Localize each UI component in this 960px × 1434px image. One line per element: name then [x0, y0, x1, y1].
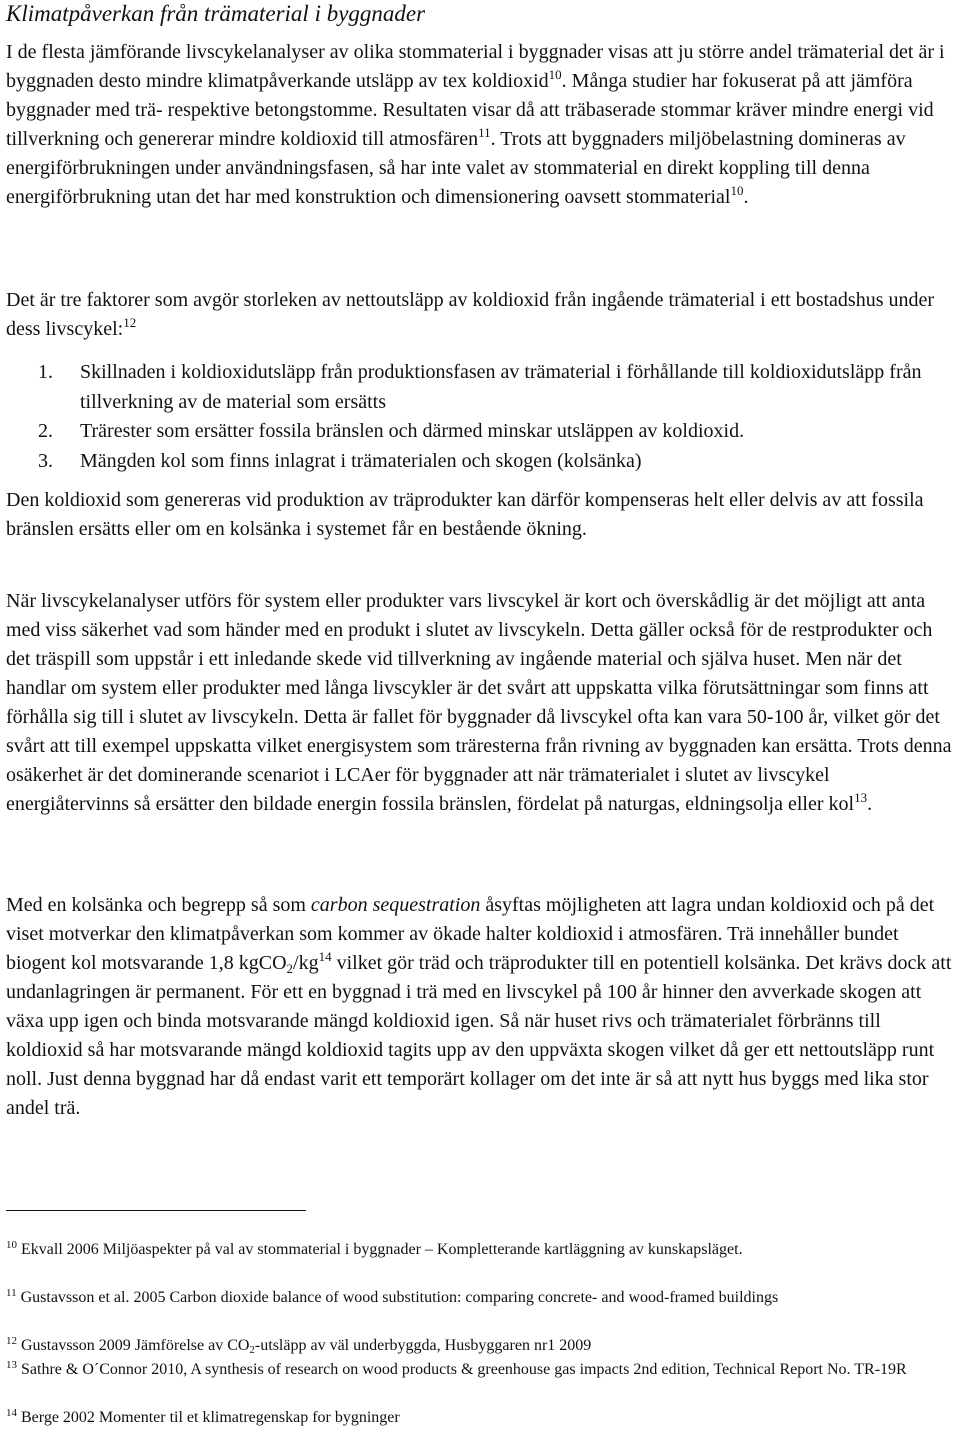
footnote-number: 14: [6, 1407, 17, 1419]
paragraph-carbon-sink: [6, 891, 956, 1123]
footnote-divider: [6, 1210, 306, 1211]
footnote-text: -utsläpp av väl underbyggda, Husbyggaren nr1 2009: [254, 1337, 592, 1354]
paragraph-text: .: [743, 186, 749, 208]
paragraph-factors: [6, 286, 956, 344]
factor-list: [6, 358, 956, 476]
list-item: [6, 417, 956, 447]
paragraph-intro: [6, 38, 956, 212]
footnote-ref[interactable]: 10: [548, 67, 562, 82]
footnote-ref[interactable]: 10: [730, 183, 744, 198]
footnote-text: Ekvall 2006 Miljöaspekter på val av stommaterial i byggnader – Kompletterande kartläggning av kunskapsläget.: [17, 1241, 743, 1258]
footnote-13: [6, 1358, 956, 1382]
paragraph-text: åsyftas möjligheten att lagra undan koldioxid och på det viset motverkar den klimatpåverkan som kommer av ökade halter koldioxid i atmosfären. Trä innehåller bundet biogent kol motsvarande 1,8 kgCO: [6, 894, 935, 974]
list-item: [6, 447, 956, 477]
list-number: 2.: [38, 420, 53, 442]
footnote-ref[interactable]: 14: [318, 949, 332, 964]
paragraph-compensation: Den koldioxid som genereras vid produktion av träprodukter kan därför kompenseras helt eller delvis av att fossila bränslen ersätts eller om en kolsänka i systemet får en bestående ökning.: [6, 489, 924, 540]
footnote-ref[interactable]: 11: [478, 125, 491, 140]
footnote-text: Sathre & O´Connor 2010, A synthesis of research on wood products & greenhouse gas impacts 2nd edition, Technical Report No. TR-19R: [17, 1361, 907, 1378]
list-text: Skillnaden i koldioxidutsläpp från produktionsfasen av trämaterial i förhållande till koldioxidutsläpp från tillverkning av de material som ersätts: [80, 361, 922, 413]
footnote-ref[interactable]: 12: [123, 315, 137, 330]
footnote-10: [6, 1238, 956, 1262]
list-text: Mängden kol som finns inlagrat i trämaterialen och skogen (kolsänka): [80, 449, 642, 472]
list-item: [6, 358, 956, 417]
list-number: 3.: [38, 449, 53, 472]
italic-term: carbon sequestration: [310, 894, 481, 916]
footnote-ref[interactable]: 13: [854, 790, 868, 805]
paragraph-text: . Många studier har fokuserat på att jämföra byggnader med trä- respektive betongstomme. Resultaten visar då att träbaserade stommar kräver mindre energi vid tillverkning och genererar mindre koldioxid till atmosfären: [6, 70, 934, 150]
paragraph-text: .: [867, 793, 873, 815]
paragraph-text: När livscykelanalyser utförs för system eller produkter vars livscykel är kort och överskådlig är det möjligt att anta med viss säkerhet vad som händer med en produkt i slutet av livscykeln. Detta gäller också för de restprodukter och det träspill som uppstår i ett inledande skede vid tillverkning av ingående material och själva huset. Men när det handlar om system eller produkter med långa livscykler är det svårt att uppskatta vilka förutsättningar som finns att förhålla sig till i slutet av livscykeln. Detta är fallet för byggnader då livscykel ofta kan vara 50-100 år, vilket gör det svårt att till exempel uppskatta vilket energisystem som träresterna från rivning av byggnaden kan ersätta. Trots denna osäkerhet är det dominerande scenariot i LCAer för byggnader att när trämaterialet i slutet av livscykel energiåtervinns så ersätter den bildade energin fossila bränslen, fördelat på naturgas, eldningsolja eller kol: [6, 590, 952, 815]
list-number: 1.: [38, 361, 53, 383]
footnote-number: 12: [6, 1335, 17, 1347]
paragraph-text: Det är tre faktorer som avgör storleken av nettoutsläpp av koldioxid från ingående trämaterial i ett bostadshus under dess livscykel:: [6, 289, 935, 340]
footnote-text: Gustavsson 2009 Jämförelse av CO: [17, 1337, 250, 1354]
paragraph-text: vilket gör träd och träprodukter till en potentiell kolsänka. Det krävs dock att undanlagringen är permanent. För ett en byggnad i trä med en livscykel på 100 år hinner den avverkade skogen att växa upp igen och binda motsvarande mängd koldioxid igen. Så när huset rivs och trämaterialet förbränns till koldioxid så har motsvarande mängd koldioxid tagits upp av den uppväxta skogen vilket då ger ett nettoutsläpp runt noll. Just denna byggnad har då endast varit ett temporärt kollager om det inte är så att nytt hus byggs med lika stor andel trä.: [6, 952, 952, 1119]
footnote-14: [6, 1406, 956, 1430]
footnote-text: Berge 2002 Momenter til et klimatregenskap for bygninger: [17, 1409, 400, 1426]
paragraph-lca: [6, 587, 956, 819]
paragraph-text: . Trots att byggnaders miljöbelastning domineras av energiförbrukningen under användningsfasen, så har inte valet av stommaterial en direkt koppling till denna energiförbrukning utan det har med konstruktion och dimensionering oavsett stommaterial: [6, 128, 906, 208]
subscript: 2: [286, 961, 294, 976]
footnote-number: 13: [6, 1359, 17, 1371]
footnote-number: 11: [6, 1287, 17, 1299]
footnote-text: Gustavsson et al. 2005 Carbon dioxide balance of wood substitution: comparing concrete- and wood-framed buildings: [16, 1289, 779, 1306]
footnote-11: [6, 1286, 956, 1310]
paragraph-text: /kg: [293, 952, 319, 974]
list-text: Trärester som ersätter fossila bränslen och därmed minskar utsläppen av koldioxid.: [80, 420, 745, 442]
section-heading: Klimatpåverkan från trämaterial i byggnader: [6, 1, 426, 26]
footnote-12: [6, 1334, 956, 1358]
paragraph-text: I de flesta jämförande livscykelanalyser av olika stommaterial i byggnader visas att ju större andel trämaterial det är i byggnaden desto mindre klimatpåverkande utsläpp av tex koldioxid: [6, 41, 945, 92]
paragraph-text: Med en kolsänka och begrepp så som: [6, 894, 311, 916]
subscript: 2: [249, 1344, 255, 1356]
footnote-number: 10: [6, 1239, 17, 1251]
